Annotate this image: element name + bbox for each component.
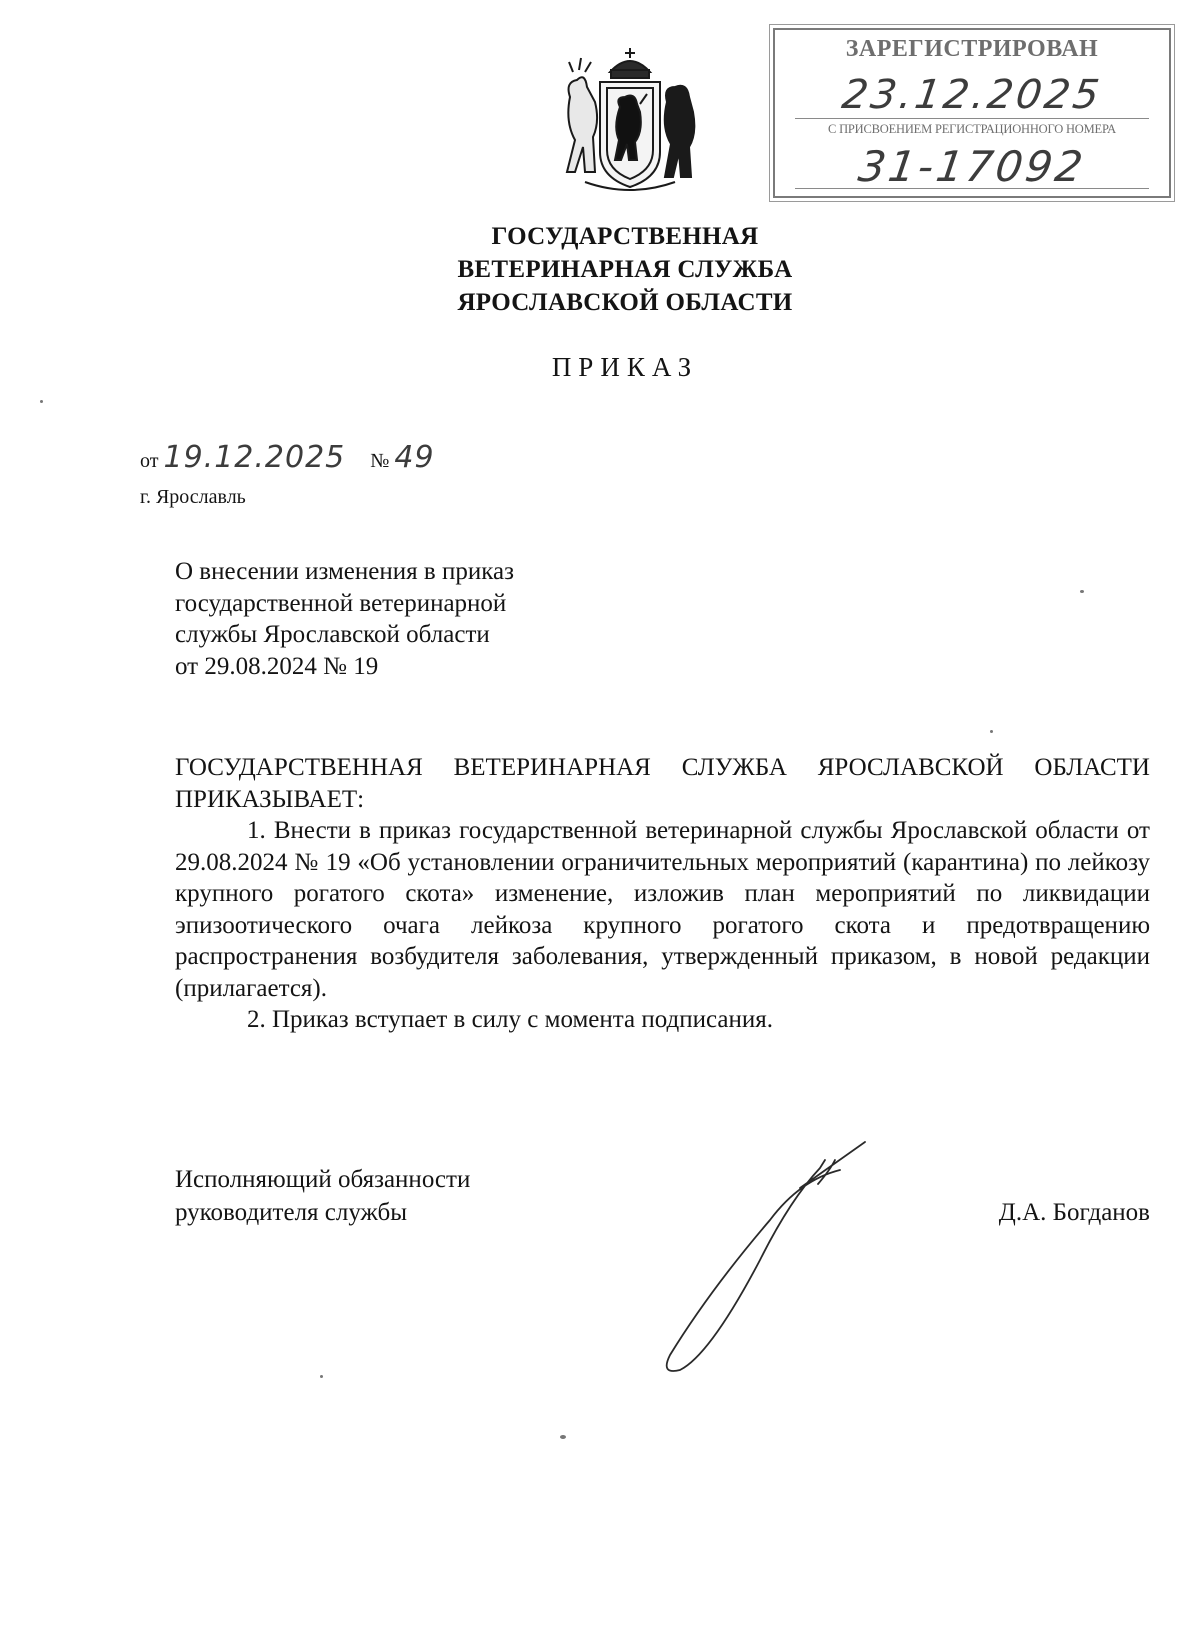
stamp-title: ЗАРЕГИСТРИРОВАН (845, 36, 1099, 62)
scan-speck (1080, 590, 1084, 593)
body-preamble: ГОСУДАРСТВЕННАЯ ВЕТЕРИНАРНАЯ СЛУЖБА ЯРОСЛАВСКОЙ ОБЛАСТИ ПРИКАЗЫВАЕТ: (175, 754, 1150, 813)
subject-line: службы Ярославской области (175, 621, 490, 648)
organization-name (300, 220, 950, 319)
stamp-subtitle: С ПРИСВОЕНИЕМ РЕГИСТРАЦИОННОГО НОМЕРА (828, 122, 1116, 136)
scan-speck (990, 730, 993, 733)
stamp-divider (795, 188, 1149, 189)
date-prefix: от (140, 450, 159, 472)
body-item-1: 1. Внести в приказ государственной ветеринарной службы Ярославской области от 29.08.2024 № 19 «Об установлении ограничительных мероприятий (карантина) по лейкозу крупного рогатого скота» изменение, изложив план мероприятий по ликвидации эпизоотического очага лейкоза крупного рогатого скота и предотвращению распространения возбудителя заболевания, утвержденный приказом, в новой редакции (прилагается). (175, 817, 1150, 1002)
registration-stamp (773, 28, 1171, 198)
stamp-number: 31-17092 (855, 142, 1089, 191)
order-number: 49 (394, 440, 435, 475)
position-line: Исполняющий обязанности (175, 1166, 471, 1193)
stamp-date: 23.12.2025 (839, 72, 1105, 118)
subject-line: государственной ветеринарной (175, 589, 507, 617)
stamp-divider (795, 118, 1149, 119)
coat-of-arms-emblem (555, 42, 705, 202)
city: г. Ярославль (140, 486, 246, 508)
scan-speck (560, 1435, 566, 1439)
subject-line: О внесении изменения в приказ (175, 558, 514, 585)
org-line: ВЕТЕРИНАРНАЯ СЛУЖБА (457, 256, 793, 283)
date-number-line (140, 440, 435, 475)
order-subject (175, 556, 595, 682)
org-line: ГОСУДАРСТВЕННАЯ (491, 223, 759, 250)
org-line: ЯРОСЛАВСКОЙ ОБЛАСТИ (457, 289, 793, 316)
handwritten-signature (650, 1140, 900, 1390)
order-date: 19.12.2025 (163, 440, 346, 475)
signatory-position (175, 1163, 470, 1229)
document-type: ПРИКАЗ (551, 352, 699, 382)
number-prefix: № (370, 450, 390, 472)
scan-speck (40, 400, 43, 403)
body-item-2: 2. Приказ вступает в силу с момента подписания. (247, 1006, 773, 1033)
order-body (175, 752, 1150, 1036)
scan-speck (320, 1375, 323, 1378)
subject-line: от 29.08.2024 № 19 (175, 652, 379, 680)
position-line: руководителя службы (175, 1199, 408, 1226)
signatory-name: Д.А. Богданов (998, 1199, 1150, 1226)
